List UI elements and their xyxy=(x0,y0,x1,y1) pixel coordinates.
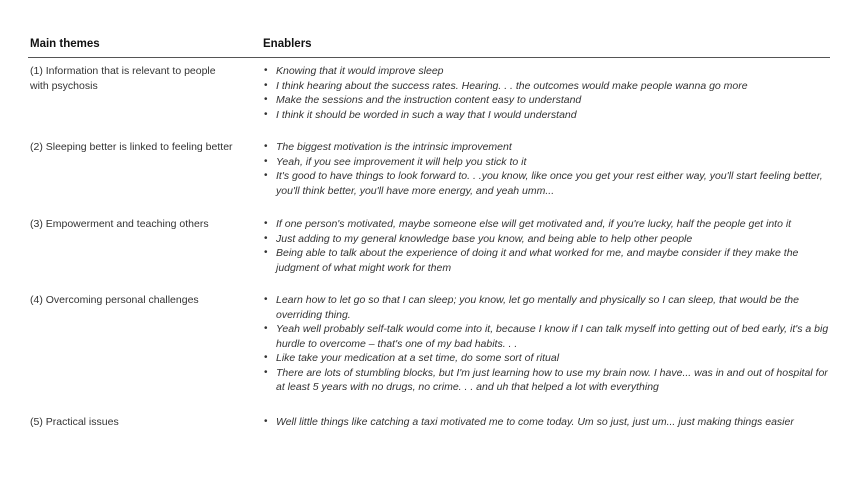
bullet-icon: • xyxy=(264,366,268,378)
list-item: • I think hearing about the success rates. Hearing. . . the outcomes would make people wanna go more xyxy=(264,79,748,92)
bullet-icon: • xyxy=(264,108,268,120)
column-header-enablers: Enablers xyxy=(263,38,312,50)
bullet-icon: • xyxy=(264,323,268,334)
enablers-list xyxy=(263,217,833,275)
theme-cell: (5) Practical issues xyxy=(30,416,119,428)
list-item: • The biggest motivation is the intrinsic improvement xyxy=(264,141,512,153)
list-item: • It's good to have things to look forward to. . .you know, like once you get your rest either way, you'll start feeling better, you'll think better, you'll have more energy, and yeah umm... xyxy=(264,170,823,197)
list-item: • There are lots of stumbling blocks, but I'm just learning how to use my brain now. I have... was in and out of hospital for at least 5 years with no drugs, no crime. . . and uh that helped a lot with everything xyxy=(264,366,828,393)
bullet-icon: • xyxy=(264,155,268,167)
enablers-list xyxy=(263,140,833,198)
list-item: • Yeah well probably self-talk would come into it, because I know if I can talk myself into getting out of bed early, it's a big hurdle to overcome – that's one of my bad habits. . . xyxy=(264,323,829,350)
header-rule xyxy=(28,57,830,58)
theme-cell: (1) Information that is relevant to people with psychosis xyxy=(30,65,216,92)
bullet-icon: • xyxy=(264,79,268,91)
table-header xyxy=(0,0,860,60)
enablers-list xyxy=(263,415,833,430)
list-item: • I think it should be worded in such a way that I would understand xyxy=(264,108,577,121)
list-item: • If one person's motivated, maybe someone else will get motivated and, if you're lucky, half the people get into it xyxy=(264,218,792,230)
list-item: • Well little things like catching a taxi motivated me to come today. Um so just, just um... just making things easier xyxy=(264,416,794,428)
list-item: • Just adding to my general knowledge base you know, and being able to help other people xyxy=(264,232,693,245)
bullet-icon: • xyxy=(264,141,268,152)
theme-cell: (2) Sleeping better is linked to feeling better xyxy=(30,141,233,153)
theme-cell: (3) Empowerment and teaching others xyxy=(30,218,209,230)
list-item: • Knowing that it would improve sleep xyxy=(264,65,444,77)
bullet-icon: • xyxy=(264,352,268,363)
list-item: • Being able to talk about the experience of doing it and what worked for me, and maybe consider if they make the judgment of what might work for them xyxy=(264,247,799,274)
enablers-list xyxy=(263,293,833,395)
bullet-icon: • xyxy=(264,232,268,244)
list-item: • Make the sessions and the instruction content easy to understand xyxy=(264,94,582,106)
column-header-main-themes: Main themes xyxy=(30,38,100,50)
bullet-icon: • xyxy=(264,416,268,427)
list-item: • Learn how to let go so that I can sleep; you know, let go mentally and physically so I can sleep, that would be the overriding thing. xyxy=(264,294,799,321)
list-item: • Yeah, if you see improvement it will help you stick to it xyxy=(264,155,527,168)
theme-cell: (4) Overcoming personal challenges xyxy=(30,294,199,306)
bullet-icon: • xyxy=(264,170,268,181)
bullet-icon: • xyxy=(264,294,268,305)
list-item: • Like take your medication at a set time, do some sort of ritual xyxy=(264,352,560,364)
bullet-icon: • xyxy=(264,247,268,258)
bullet-icon: • xyxy=(264,65,268,76)
bullet-icon: • xyxy=(264,94,268,105)
bullet-icon: • xyxy=(264,218,268,229)
enablers-list xyxy=(263,64,833,122)
